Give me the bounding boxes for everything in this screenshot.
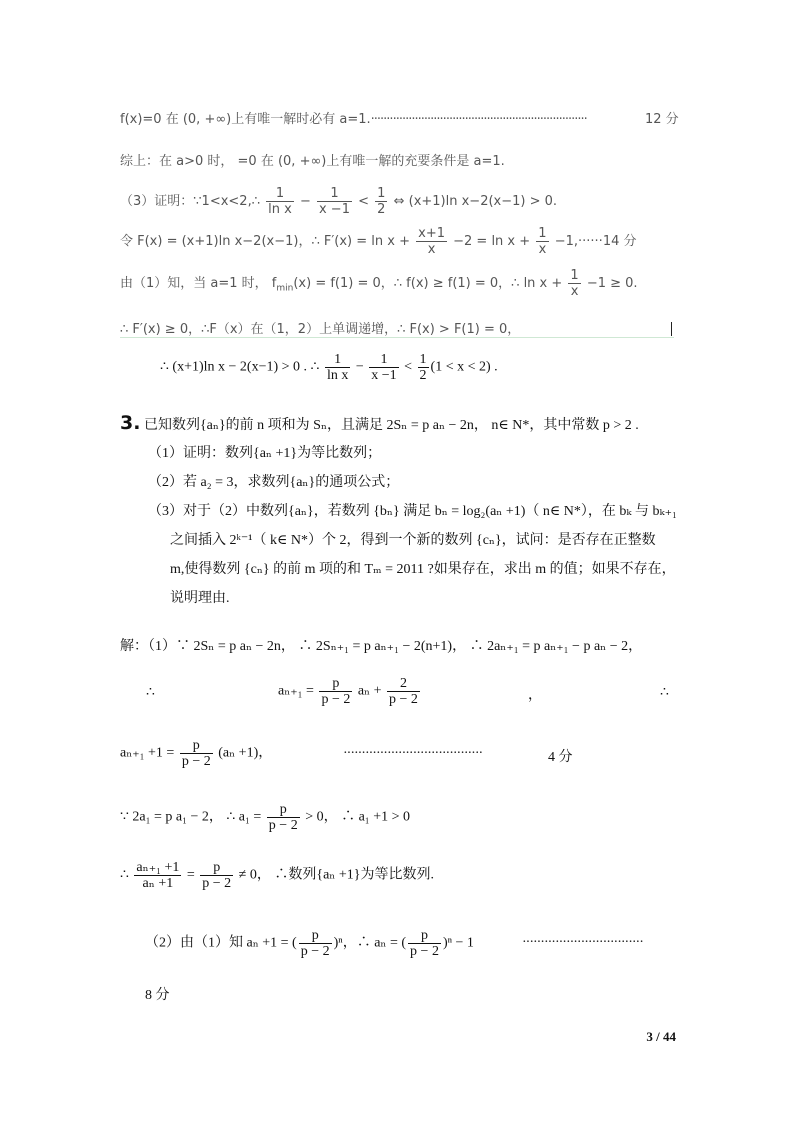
general-a: （2）由（1）知 aₙ +1 = ( bbox=[145, 935, 297, 951]
denominator: aₙ +1 bbox=[142, 876, 174, 891]
score-12: 12 分 bbox=[645, 112, 679, 127]
question-part-3-line-1: （3）对于（2）中数列{aₙ}，若数列 {bₙ} 满足 bₙ = log₂(aₙ +1)（ n∈ N*），在 bₖ 与 bₖ₊₁ bbox=[148, 504, 677, 519]
numerator: 1 bbox=[377, 186, 386, 201]
denominator: 2 bbox=[419, 368, 427, 383]
leader-dots: ····································································· bbox=[370, 112, 587, 127]
lt-sign: < bbox=[358, 194, 370, 209]
geometric-relation bbox=[120, 738, 272, 769]
denominator: p − 2 bbox=[389, 692, 418, 707]
score-8: 8 分 bbox=[145, 988, 170, 1003]
fraction-p-over-pm2 bbox=[180, 738, 213, 769]
a1-text-a: ∵ 2a₁ = p a₁ − 2， ∴ a₁ = bbox=[120, 809, 262, 825]
question-part-3-line-2: 之间插入 2ᵏ⁻¹（ k∈ N*）个 2，得到一个新的数列 {cₙ}，试问：是否存在正整数 bbox=[170, 533, 656, 548]
fraction-1-over-xm1 bbox=[317, 186, 352, 217]
from1-end: −1 ≥ 0. bbox=[586, 276, 638, 291]
denominator: x bbox=[570, 284, 579, 299]
numerator: 1 bbox=[317, 186, 352, 202]
denominator: p − 2 bbox=[181, 754, 211, 769]
divider-line bbox=[120, 337, 674, 338]
min-subscript: min bbox=[276, 283, 294, 294]
question-stem-text: 已知数列{aₙ}的前 n 项和为 Sₙ，且满足 2Sₙ = p aₙ − 2n， n∈ N*，其中常数 p > 2 . bbox=[143, 418, 639, 433]
fraction-p-over-pm2 bbox=[299, 928, 332, 959]
denominator: p − 2 bbox=[410, 944, 439, 959]
a1-line bbox=[120, 802, 410, 833]
numerator: p bbox=[180, 738, 213, 754]
numerator: 1 bbox=[369, 352, 398, 368]
general-b: )ⁿ，∴ aₙ = ( bbox=[333, 935, 407, 951]
question-part-3-line-3: m,使得数列 {cₙ} 的前 m 项的和 Tₘ = 2011 ?如果存在，求出 m 的值；如果不存在， bbox=[170, 562, 676, 577]
score-14: 14 分 bbox=[602, 234, 637, 249]
ratio-line bbox=[120, 860, 434, 891]
monotonic-line: ∴ F′(x) ≥ 0，∴F（x）在（1，2）上单调递增，∴ F(x) > F(1) = 0， bbox=[120, 322, 521, 337]
equals: = bbox=[186, 867, 195, 883]
leader-dots: ······ bbox=[578, 234, 603, 249]
conclusion-b: (1 < x < 2) . bbox=[430, 359, 498, 375]
a1-text-b: > 0， ∴ a₁ +1 > 0 bbox=[305, 809, 410, 825]
numerator: 2 bbox=[387, 676, 420, 692]
question-part-1: （1）证明：数列{aₙ +1}为等比数列； bbox=[148, 446, 382, 461]
fraction-1-over-lnx bbox=[266, 186, 294, 217]
therefore-2: ∴ bbox=[660, 685, 669, 700]
question-3-stem bbox=[120, 412, 639, 434]
page-number: 3 / 44 bbox=[646, 1029, 676, 1044]
general-term-line bbox=[145, 928, 474, 959]
from-part1-line bbox=[120, 268, 638, 299]
fraction-p-over-pm2 bbox=[267, 802, 300, 833]
from1-text: 由（1）知，当 a=1 时， f bbox=[120, 276, 277, 291]
denominator: p − 2 bbox=[321, 692, 351, 707]
equivalence: ⇔ (x+1)ln x−2(x−1) > 0. bbox=[393, 194, 558, 209]
numerator: 1 bbox=[325, 352, 350, 368]
recurrence-formula bbox=[278, 676, 422, 707]
score-4: 4 分 bbox=[548, 750, 573, 765]
denominator: p − 2 bbox=[268, 818, 298, 833]
fraction-ratio bbox=[134, 860, 181, 891]
conclusion-a: ∴ (x+1)ln x − 2(x−1) > 0 . ∴ bbox=[160, 359, 320, 375]
fraction-xp1-over-x bbox=[416, 226, 447, 257]
numerator: p bbox=[200, 860, 233, 876]
text-cursor bbox=[671, 322, 672, 336]
relation-lhs: aₙ₊₁ +1 = bbox=[120, 745, 175, 761]
question-part-2: （2）若 a₂ = 3，求数列{aₙ}的通项公式； bbox=[148, 475, 400, 490]
numerator: p bbox=[408, 928, 441, 944]
fraction-2-over-pm2 bbox=[387, 676, 420, 707]
part3-proof-line bbox=[120, 186, 557, 217]
numerator: 1 bbox=[419, 352, 427, 367]
relation-rhs: (aₙ +1)， bbox=[218, 745, 273, 761]
part3-prefix: （3）证明：∵1<x<2,∴ bbox=[120, 194, 260, 209]
let-F-mid: −2 = ln x + bbox=[453, 234, 531, 249]
denominator: ln x bbox=[268, 202, 292, 217]
denominator: p − 2 bbox=[300, 944, 330, 959]
from1-mid: (x) = f(1) = 0，∴ f(x) ≥ f(1) = 0，∴ ln x + bbox=[293, 276, 563, 291]
therefore: ∴ bbox=[120, 867, 129, 883]
recurrence-lhs: aₙ₊₁ = bbox=[278, 683, 314, 699]
let-F-end: −1, bbox=[554, 234, 579, 249]
fraction-p-over-pm2 bbox=[200, 860, 233, 891]
prev-line-1 bbox=[120, 108, 587, 127]
numerator: 1 bbox=[538, 226, 547, 241]
lt-sign: < bbox=[404, 359, 413, 375]
numerator: 1 bbox=[570, 268, 579, 283]
minus-sign: − bbox=[299, 194, 311, 209]
fraction-1-over-2 bbox=[418, 352, 429, 383]
denominator: ln x bbox=[326, 368, 349, 383]
fraction-1-over-x bbox=[568, 268, 580, 299]
numerator: 1 bbox=[266, 186, 294, 202]
denominator: 2 bbox=[377, 202, 386, 217]
denominator: x bbox=[427, 242, 436, 257]
prev-line-1-text: f(x)=0 在 (0, +∞)上有唯一解时必有 a=1. bbox=[120, 112, 371, 127]
ratio-conclusion: ≠ 0， ∴数列{aₙ +1}为等比数列. bbox=[238, 867, 434, 883]
leader-dots: ································· bbox=[522, 935, 643, 950]
numerator: x+1 bbox=[418, 226, 445, 241]
leader-dots: ······································ bbox=[343, 746, 483, 761]
recurrence-an: aₙ + bbox=[357, 683, 382, 699]
fraction-1-over-lnx bbox=[325, 352, 350, 383]
fraction-p-over-pm2 bbox=[319, 676, 352, 707]
therefore-1: ∴ bbox=[146, 685, 155, 700]
let-F-line bbox=[120, 226, 637, 257]
fraction-1-over-2 bbox=[375, 186, 387, 217]
minus-sign: − bbox=[355, 359, 364, 375]
question-part-3-line-4: 说明理由. bbox=[170, 591, 230, 606]
fraction-p-over-pm2 bbox=[408, 928, 441, 959]
fraction-1-over-xm1 bbox=[369, 352, 398, 383]
numerator: aₙ₊₁ +1 bbox=[136, 860, 180, 875]
denominator: x −1 bbox=[318, 202, 350, 217]
solution-line-1: 解：（1）∵ 2Sₙ = p aₙ − 2n， ∴ 2Sₙ₊₁ = p aₙ₊₁ − 2(n+1)， ∴ 2aₙ₊₁ = p aₙ₊₁ − p aₙ − 2， bbox=[120, 639, 643, 654]
comma: ， bbox=[528, 688, 542, 703]
question-number: 3. bbox=[120, 412, 141, 434]
denominator: p − 2 bbox=[202, 876, 232, 891]
numerator: p bbox=[299, 928, 332, 944]
numerator: p bbox=[267, 802, 300, 818]
denominator: x bbox=[538, 242, 547, 257]
prev-line-2: 综上：在 a>0 时， =0 在 (0, +∞)上有唯一解的充要条件是 a=1. bbox=[120, 154, 505, 169]
general-c: )ⁿ − 1 bbox=[442, 935, 474, 951]
let-F-text: 令 F(x) = (x+1)ln x−2(x−1)，∴ F′(x) = ln x + bbox=[120, 234, 410, 249]
conclusion-line bbox=[160, 352, 498, 383]
denominator: x −1 bbox=[371, 368, 397, 383]
numerator: p bbox=[319, 676, 352, 692]
fraction-1-over-x bbox=[536, 226, 548, 257]
